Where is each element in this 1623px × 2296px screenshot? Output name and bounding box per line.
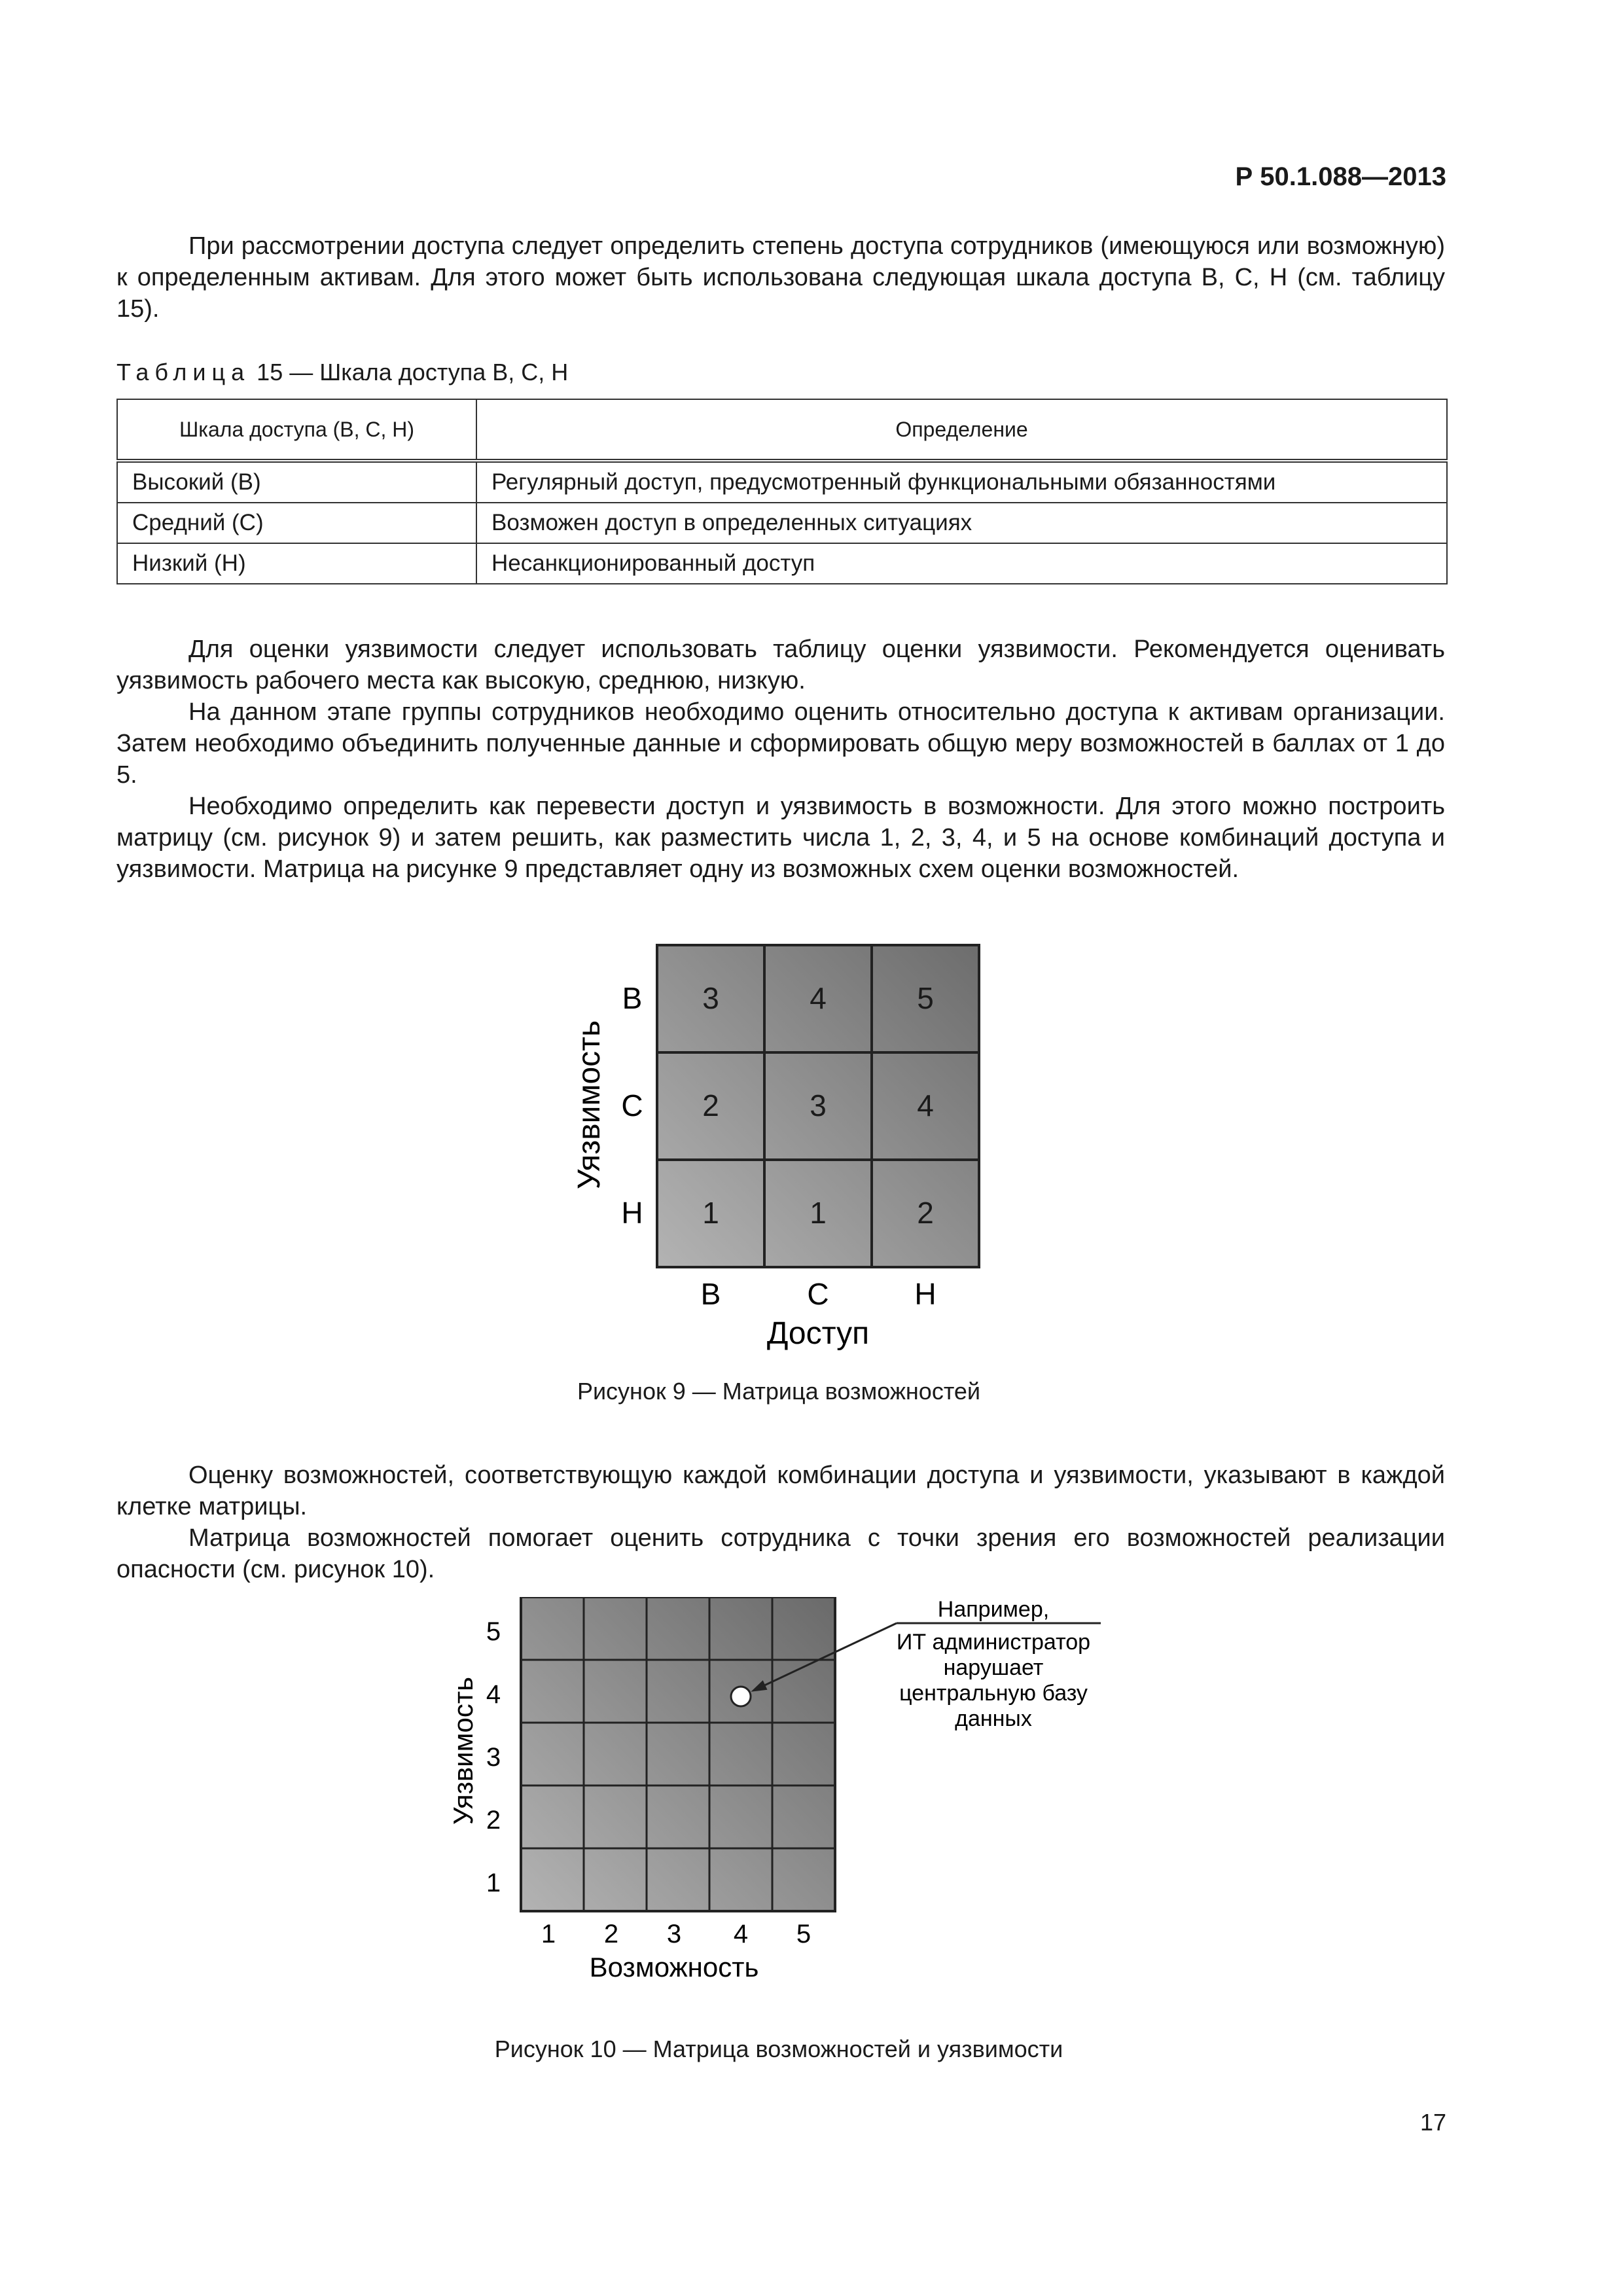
matrix-cell-value: 1 xyxy=(702,1196,719,1230)
row-label: С xyxy=(621,1088,643,1122)
x-tick-label: 3 xyxy=(666,1920,682,1948)
table-row xyxy=(117,503,1447,543)
col-label: В xyxy=(700,1277,721,1311)
table-caption-text: 15 — Шкала доступа В, С, Н xyxy=(257,359,569,386)
table-caption-label: Таблица xyxy=(116,359,251,386)
table-header-definition: Определение xyxy=(476,399,1447,461)
y-tick-label: 5 xyxy=(486,1617,501,1646)
y-axis-label: Уязвимость xyxy=(572,1020,607,1190)
matrix-cell-value: 4 xyxy=(917,1088,934,1122)
table-15-caption xyxy=(116,359,568,386)
paragraph: Необходимо определить как перевести доступ и уязвимость в возможности. Для этого можно построить матрицу (см. рисунок 9) и затем решить, как разместить числа 1, 2, 3, 4, и 5 на основе комбинаций доступа и уязвимости. Матрица на рисунке 9 представляет одну из возможных схем оценки возможностей. xyxy=(116,793,1445,883)
x-tick-label: 5 xyxy=(796,1920,812,1948)
matrix-cell-value: 4 xyxy=(810,981,827,1015)
table-cell-definition: Возможен доступ в определенных ситуациях xyxy=(476,503,1447,543)
example-marker xyxy=(731,1687,751,1706)
matrix-cell-value: 3 xyxy=(810,1088,827,1122)
table-cell-scale: Высокий (В) xyxy=(117,461,476,503)
paragraph: На данном этапе группы сотрудников необходимо оценить относительно доступа к активам организации. Затем необходимо объединить полученные данные и сформировать общую меру возможностей в баллах от 1 до 5. xyxy=(116,698,1445,789)
paragraphs-after-table xyxy=(116,634,1445,885)
x-tick-label: 1 xyxy=(541,1920,556,1948)
callout-text: данных xyxy=(955,1706,1032,1731)
matrix-cell-value: 5 xyxy=(917,981,934,1015)
paragraph: Матрица возможностей помогает оценить сотрудника с точки зрения его возможностей реализации опасности (см. рисунок 10). xyxy=(116,1524,1445,1583)
callout-text: нарушает xyxy=(943,1655,1044,1680)
table-cell-scale: Низкий (Н) xyxy=(117,543,476,584)
paragraph: Оценку возможностей, соответствующую каждой комбинации доступа и уязвимости, указывают в каждой клетке матрицы. xyxy=(116,1462,1445,1520)
matrix-cell-value: 2 xyxy=(702,1088,719,1122)
page-number: 17 xyxy=(1419,2109,1446,2136)
matrix-background xyxy=(521,1597,835,1911)
x-tick-label: 2 xyxy=(603,1920,619,1948)
table-row xyxy=(117,461,1447,503)
y-tick-label: 2 xyxy=(486,1806,501,1835)
matrix-cell-value: 1 xyxy=(810,1196,827,1230)
callout-text: ИТ администратор xyxy=(896,1630,1091,1655)
row-label: В xyxy=(622,981,643,1015)
figure-9-caption: Рисунок 9 — Матрица возможностей xyxy=(577,1378,981,1405)
table-cell-scale: Средний (С) xyxy=(117,503,476,543)
figure-9-capability-matrix xyxy=(550,923,1008,1368)
x-tick-label: 4 xyxy=(733,1920,749,1948)
paragraph: Для оценки уязвимости следует использовать таблицу оценки уязвимости. Рекомендуется оценивать уязвимость рабочего места как высокую, среднюю, низкую. xyxy=(116,636,1445,694)
y-tick-label: 3 xyxy=(486,1743,501,1772)
figure-10-capability-vulnerability-matrix xyxy=(445,1597,1126,2016)
row-label: Н xyxy=(621,1196,643,1230)
y-tick-label: 1 xyxy=(486,1869,501,1897)
y-tick-label: 4 xyxy=(486,1680,501,1709)
matrix-cell-value: 2 xyxy=(917,1196,934,1230)
col-label: С xyxy=(807,1277,829,1311)
document-number: Р 50.1.088—2013 xyxy=(1235,162,1446,191)
x-axis-label: Возможность xyxy=(589,1952,759,1982)
y-axis-label: Уязвимость xyxy=(448,1677,478,1825)
callout-text: Например, xyxy=(937,1597,1050,1622)
col-label: Н xyxy=(914,1277,936,1311)
table-row xyxy=(117,543,1447,584)
intro-paragraph-block xyxy=(116,230,1445,325)
access-scale-table xyxy=(116,399,1448,584)
figure-10-caption: Рисунок 10 — Матрица возможностей и уязвимости xyxy=(494,2036,1063,2062)
callout-text: центральную базу xyxy=(899,1681,1088,1706)
table-header-row xyxy=(117,399,1447,461)
matrix-cell-value: 3 xyxy=(702,981,719,1015)
paragraphs-after-fig9 xyxy=(116,1460,1445,1585)
table-cell-definition: Несанкционированный доступ xyxy=(476,543,1447,584)
intro-paragraph: При рассмотрении доступа следует определить степень доступа сотрудников (имеющуюся или возможную) к определенным активам. Для этого может быть использована следующая шкала доступа В, С, Н (см. таблицу 15). xyxy=(116,232,1445,323)
table-header-scale: Шкала доступа (В, С, Н) xyxy=(117,399,476,461)
x-axis-label: Доступ xyxy=(766,1316,870,1351)
table-cell-definition: Регулярный доступ, предусмотренный функциональными обязанностями xyxy=(476,461,1447,503)
